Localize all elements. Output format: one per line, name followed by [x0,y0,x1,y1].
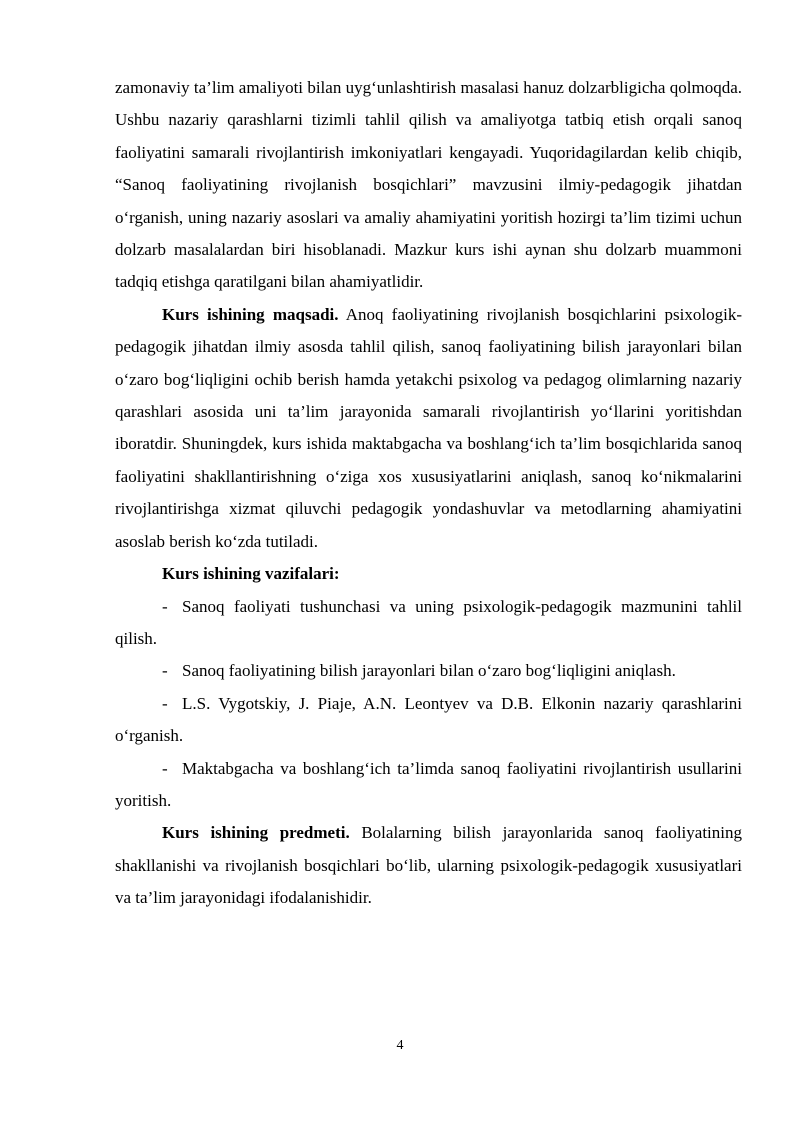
goal-heading: Kurs ishining maqsadi. [162,304,339,324]
task-item [115,655,742,687]
dash-marker: - [162,693,168,713]
task-text: Sanoq faoliyatining bilish jarayonlari bilan o‘zaro bog‘liqligini aniqlash. [182,661,676,681]
subject-paragraph [115,817,742,914]
task-item [115,688,742,753]
goal-text: Anoq faoliyatining rivojlanish bosqichlarini psixologik-pedagogik jihatdan ilmiy asosda tahlil qilish, sanoq faoliyatining bilish jarayonlari bilan o‘zaro bog‘liqligini ochib berish hamda yetakchi psixolog va pedagog olimlarning nazariy qarashlari asosida uni ta’lim jarayonida samarali rivojlantirish yo‘llarini yoritishdan iboratdir. Shuningdek, kurs ishida maktabgacha va boshlang‘ich ta’lim bosqichlarida sanoq faoliyatini shakllantirishning o‘ziga xos xususiyatlarini aniqlash, sanoq ko‘nikmalarini rivojlantirishga xizmat qiluvchi pedagogik yondashuvlar va metodlarning ahamiyatini asoslab berish ko‘zda tutiladi. [115,304,742,551]
tasks-heading: Kurs ishining vazifalari: [162,564,340,584]
page-number: 4 [396,1038,404,1053]
task-text: Maktabgacha va boshlang‘ich ta’limda sanoq faoliyatini rivojlantirish usullarini yoritish. [115,758,742,810]
document-page [115,72,742,915]
dash-marker: - [162,596,168,616]
task-item [115,753,742,818]
dash-marker: - [162,661,168,681]
subject-heading: Kurs ishining predmeti. [162,823,350,843]
goal-paragraph [115,299,742,558]
dash-marker: - [162,758,168,778]
intro-paragraph: zamonaviy ta’lim amaliyoti bilan uyg‘unlashtirish masalasi hanuz dolzarbligicha qolmoqda. Ushbu nazariy qarashlarni tizimli tahlil qilish va amaliyotga tatbiq etish orqali sanoq faoliyatini samarali rivojlantirish imkoniyatlari kengayadi. Yuqoridagilardan kelib chiqib, “Sanoq faoliyatining rivojlanish bosqichlari” mavzusini ilmiy-pedagogik jihatdan o‘rganish, uning nazariy asoslari va amaliy ahamiyatini yoritish hozirgi ta’lim tizimi uchun dolzarb masalalardan biri hisoblanadi. Mazkur kurs ishi aynan shu dolzarb muammoni tadqiq etishga qaratilgani bilan ahamiyatlidir. [115,78,742,292]
subject-text: Bolalarning bilish jarayonlarida sanoq faoliyatining shakllanishi va rivojlanish bosqichlari bo‘lib, ularning psixologik-pedagogik xususiyatlari va ta’lim jarayonidagi ifodalanishidir. [115,823,742,908]
task-item [115,591,742,656]
task-text: Sanoq faoliyati tushunchasi va uning psixologik-pedagogik mazmunini tahlil qilish. [115,596,742,648]
task-text: L.S. Vygotskiy, J. Piaje, A.N. Leontyev va D.B. Elkonin nazariy qarashlarini o‘rganish. [115,693,742,746]
